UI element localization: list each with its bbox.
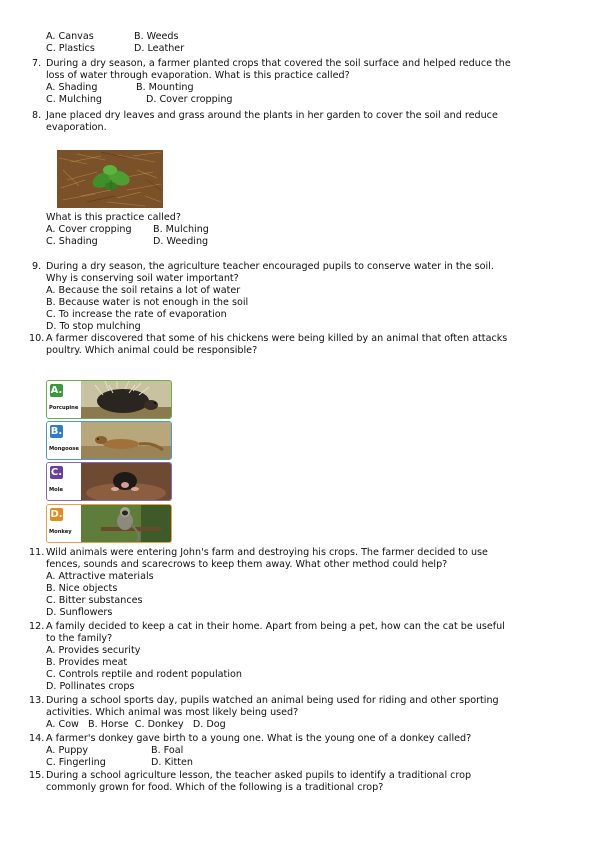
q9-number: 9.: [32, 261, 42, 272]
card-letter-badge: B.: [50, 426, 63, 437]
q7-option-c: C. Mulching: [46, 94, 103, 105]
card-label-area: [47, 381, 81, 418]
q9-text-line: Why is conserving soil water important?: [46, 273, 239, 284]
q8-option-d: D. Weeding: [153, 236, 209, 247]
q7-number: 7.: [32, 58, 42, 69]
q9-option-a: A. Because the soil retains a lot of water: [46, 285, 241, 296]
q14-option-d: D. Kitten: [151, 757, 193, 768]
q6-option-a: A. Canvas: [46, 31, 94, 42]
q8-text-line: evaporation.: [46, 122, 107, 133]
q13-options: A. Cow B. Horse C. Donkey D. Dog: [46, 719, 226, 730]
mongoose-image: [81, 422, 171, 459]
q12-option-d: D. Pollinates crops: [46, 681, 135, 692]
q14-text-line: A farmer's donkey gave birth to a young one. What is the young one of a donkey called?: [46, 733, 472, 744]
q10-number: 10.: [29, 333, 45, 344]
q12-text-line: to the family?: [46, 633, 113, 644]
q11-option-b: B. Nice objects: [46, 583, 118, 594]
q15-number: 15.: [29, 770, 45, 781]
card-animal-name: Mongoose: [49, 446, 79, 452]
q13-text-line: During a school sports day, pupils watched an animal being used for riding and other sporting: [46, 695, 499, 706]
q6-option-d: D. Leather: [134, 43, 185, 54]
card-animal-name: Mole: [49, 487, 64, 493]
q12-text-line: A family decided to keep a cat in their home. Apart from being a pet, how can the cat be useful: [46, 621, 505, 632]
card-animal-name: Porcupine: [49, 405, 79, 411]
q6-option-c: C. Plastics: [46, 43, 95, 54]
q12-number: 12.: [29, 621, 45, 632]
card-label-area: [47, 463, 81, 500]
q10-text-line: A farmer discovered that some of his chickens were being killed by an animal that often attacks: [46, 333, 508, 344]
q8-prompt: What is this practice called?: [46, 212, 181, 223]
option-card-b: [46, 421, 172, 460]
q13-text-line: activities. Which animal was most likely being used?: [46, 707, 299, 718]
q9-option-d: D. To stop mulching: [46, 321, 141, 332]
option-card-c: [46, 462, 172, 501]
q15-text-line: commonly grown for food. Which of the following is a traditional crop?: [46, 782, 384, 793]
card-animal-name: Monkey: [49, 529, 72, 535]
q11-text-line: fences, sounds and scarecrows to keep them away. What other method could help?: [46, 559, 448, 570]
q12-option-a: A. Provides security: [46, 645, 141, 656]
monkey-image: [81, 505, 171, 542]
q11-option-d: D. Sunflowers: [46, 607, 113, 618]
q12-option-b: B. Provides meat: [46, 657, 128, 668]
q9-text-line: During a dry season, the agriculture teacher encouraged pupils to conserve water in the soil.: [46, 261, 494, 272]
q7-option-a: A. Shading: [46, 82, 98, 93]
q8-option-c: C. Shading: [46, 236, 98, 247]
card-letter-badge: C.: [50, 467, 63, 478]
q11-number: 11.: [29, 547, 45, 558]
mole-image: [81, 463, 171, 500]
q14-option-a: A. Puppy: [46, 745, 89, 756]
mulched-seedling-photo: [57, 150, 163, 208]
card-letter-badge: D.: [50, 509, 63, 520]
q10-text-line: poultry. Which animal could be responsible?: [46, 345, 258, 356]
q8-option-b: B. Mulching: [153, 224, 209, 235]
q7-option-d: D. Cover cropping: [146, 94, 233, 105]
q6-option-b: B. Weeds: [134, 31, 179, 42]
q9-option-b: B. Because water is not enough in the soil: [46, 297, 249, 308]
card-label-area: [47, 422, 81, 459]
q14-number: 14.: [29, 733, 45, 744]
q12-option-c: C. Controls reptile and rodent population: [46, 669, 242, 680]
q13-number: 13.: [29, 695, 45, 706]
option-card-a: [46, 380, 172, 419]
card-letter-badge: A.: [50, 385, 63, 396]
q8-text-line: Jane placed dry leaves and grass around the plants in her garden to cover the soil and reduce: [46, 110, 498, 121]
q9-option-c: C. To increase the rate of evaporation: [46, 309, 227, 320]
q15-text-line: During a school agriculture lesson, the teacher asked pupils to identify a traditional crop: [46, 770, 472, 781]
q7-text-line: During a dry season, a farmer planted crops that covered the soil surface and helped reduce the: [46, 58, 511, 69]
q11-text-line: Wild animals were entering John's farm and destroying his crops. The farmer decided to use: [46, 547, 488, 558]
q8-option-a: A. Cover cropping: [46, 224, 132, 235]
q14-option-c: C. Fingerling: [46, 757, 106, 768]
card-label-area: [47, 505, 81, 542]
option-card-d: [46, 504, 172, 543]
q7-option-b: B. Mounting: [136, 82, 194, 93]
q11-option-a: A. Attractive materials: [46, 571, 154, 582]
porcupine-image: [81, 381, 171, 418]
q11-option-c: C. Bitter substances: [46, 595, 143, 606]
q8-number: 8.: [32, 110, 42, 121]
q7-text-line: loss of water through evaporation. What is this practice called?: [46, 70, 350, 81]
q14-option-b: B. Foal: [151, 745, 184, 756]
